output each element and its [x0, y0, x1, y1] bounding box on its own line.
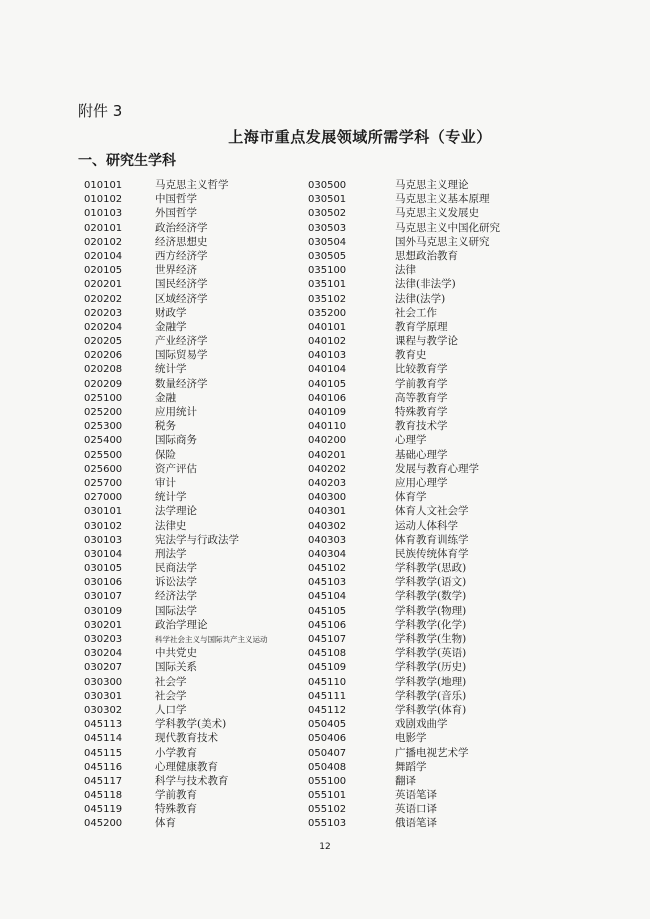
- subject-name: 民商法学: [155, 562, 197, 575]
- subject-row: [84, 306, 268, 320]
- subject-name: 科学与技术教育: [155, 774, 229, 787]
- subject-row: [84, 419, 268, 433]
- right-subject-column: [308, 178, 500, 831]
- subject-name: 数量经济学: [155, 377, 208, 390]
- subject-code: 045112: [308, 704, 347, 716]
- subject-row: [84, 689, 268, 703]
- subject-row: [308, 675, 500, 689]
- subject-name: 学前教育: [155, 789, 197, 802]
- subject-code: 045117: [84, 775, 123, 787]
- subject-row: [84, 561, 268, 575]
- subject-row: [84, 575, 268, 589]
- subject-code: 040302: [308, 520, 347, 532]
- subject-name: 马克思主义哲学: [155, 179, 229, 191]
- subject-row: [84, 221, 268, 235]
- subject-row: [84, 490, 268, 504]
- subject-code: 030204: [84, 648, 123, 660]
- subject-code: 040203: [308, 477, 347, 489]
- subject-row: [84, 292, 268, 306]
- subject-name: 西方经济学: [155, 249, 208, 262]
- subject-name: 中国哲学: [155, 193, 197, 206]
- subject-name: 财政学: [155, 306, 187, 319]
- subject-code: 045200: [84, 818, 123, 830]
- subject-code: 040110: [308, 421, 347, 433]
- subject-code: 040200: [308, 435, 347, 447]
- subject-row: [308, 533, 500, 547]
- subject-code: 045104: [308, 591, 347, 603]
- subject-row: [308, 731, 500, 745]
- subject-name: 社会学: [155, 675, 187, 688]
- subject-row: [84, 774, 268, 788]
- subject-name: 经济法学: [155, 590, 197, 603]
- subject-name: 中共党史: [155, 647, 197, 660]
- subject-row: [308, 462, 500, 476]
- subject-name: 法律: [395, 264, 416, 277]
- subject-row: [308, 448, 500, 462]
- subject-name: 特殊教育: [155, 803, 197, 816]
- subject-row: [308, 589, 500, 603]
- subject-code: 045111: [308, 690, 347, 702]
- subject-row: [84, 589, 268, 603]
- subject-code: 020204: [84, 321, 123, 333]
- subject-name: 体育: [155, 817, 176, 830]
- subject-name: 国民经济学: [155, 278, 208, 291]
- subject-row: [84, 504, 268, 518]
- subject-code: 020202: [84, 293, 123, 305]
- subject-row: [84, 533, 268, 547]
- subject-row: [84, 660, 268, 674]
- subject-name: 思想政治教育: [395, 249, 458, 262]
- subject-name: 舞蹈学: [395, 760, 427, 773]
- subject-code: 020208: [84, 364, 123, 376]
- subject-code: 045108: [308, 648, 347, 660]
- subject-row: [308, 377, 500, 391]
- subject-name: 政治学理论: [155, 618, 208, 631]
- subject-row: [308, 632, 500, 646]
- subject-code: 040304: [308, 548, 347, 560]
- subject-code: 040105: [308, 378, 347, 390]
- subject-code: 045107: [308, 634, 347, 645]
- subject-code: 045103: [308, 577, 347, 589]
- subject-code: 030300: [84, 676, 123, 688]
- subject-row: [308, 348, 500, 362]
- subject-code: 027000: [84, 492, 123, 504]
- subject-name: 学科教学(数学): [395, 590, 467, 603]
- subject-code: 020206: [84, 350, 123, 362]
- subject-row: [84, 405, 268, 419]
- subject-code: 040102: [308, 336, 347, 348]
- subject-code: 045109: [308, 662, 347, 674]
- subject-row: [308, 816, 500, 830]
- subject-name: 体育教育训练学: [395, 533, 469, 546]
- subject-code: 040109: [308, 407, 347, 418]
- subject-row: [84, 632, 268, 646]
- page-number: 12: [319, 842, 331, 852]
- subject-code: 030207: [84, 662, 123, 674]
- subject-row: [84, 703, 268, 717]
- subject-row: [84, 802, 268, 816]
- subject-name: 英语笔译: [395, 789, 437, 802]
- subject-name: 学前教育学: [395, 377, 448, 390]
- subject-name: 心理健康教育: [155, 760, 218, 773]
- subject-row: [308, 306, 500, 320]
- subject-name: 法律(非法学): [395, 278, 456, 291]
- subject-code: 045115: [84, 747, 123, 759]
- subject-row: [84, 320, 268, 334]
- subject-name: 马克思主义中国化研究: [395, 221, 500, 234]
- subject-code: 055102: [308, 804, 347, 816]
- subject-name: 电影学: [395, 732, 427, 745]
- subject-row: [308, 334, 500, 348]
- subject-code: 030109: [84, 605, 123, 617]
- subject-name: 特殊教育学: [395, 406, 448, 418]
- subject-code: 020104: [84, 250, 123, 262]
- subject-code: 040301: [308, 506, 347, 518]
- subject-name: 应用心理学: [395, 476, 448, 489]
- subject-code: 025700: [84, 477, 123, 489]
- subject-row: [84, 731, 268, 745]
- subject-code: 055101: [308, 790, 347, 802]
- subject-code: 040201: [308, 449, 347, 461]
- subject-name: 学科教学(语文): [395, 576, 467, 589]
- subject-row: [308, 689, 500, 703]
- subject-row: [84, 604, 268, 618]
- subject-row: [308, 206, 500, 220]
- subject-name: 教育学原理: [395, 320, 448, 333]
- subject-code: 045102: [308, 563, 347, 575]
- subject-row: [308, 660, 500, 674]
- subject-row: [84, 391, 268, 405]
- subject-code: 030503: [308, 222, 347, 234]
- subject-row: [84, 618, 268, 632]
- subject-code: 020201: [84, 279, 123, 291]
- subject-row: [84, 206, 268, 220]
- subject-row: [84, 348, 268, 362]
- subject-row: [308, 575, 500, 589]
- subject-name: 体育人文社会学: [395, 505, 469, 518]
- subject-name: 社会学: [155, 689, 187, 702]
- subject-code: 020105: [84, 265, 123, 277]
- subject-row: [84, 717, 268, 731]
- subject-name: 统计学: [155, 363, 187, 376]
- subject-row: [308, 476, 500, 490]
- subject-row: [308, 433, 500, 447]
- subject-code: 020209: [84, 378, 123, 390]
- subject-code: 030203: [84, 634, 123, 645]
- subject-name: 高等教育学: [395, 391, 448, 404]
- subject-name: 政治经济学: [155, 221, 208, 234]
- subject-code: 030101: [84, 506, 123, 518]
- subject-code: 030504: [308, 236, 347, 248]
- subject-code: 030500: [308, 180, 347, 191]
- subject-code: 030105: [84, 563, 123, 575]
- subject-row: [308, 760, 500, 774]
- subject-code: 040303: [308, 534, 347, 546]
- subject-name: 学科教学(化学): [395, 618, 467, 631]
- subject-row: [84, 235, 268, 249]
- subject-name: 翻译: [395, 774, 416, 787]
- subject-name: 刑法学: [155, 547, 187, 560]
- subject-row: [84, 788, 268, 802]
- subject-name: 体育学: [395, 491, 427, 504]
- attachment-label: 附件 3: [78, 102, 123, 120]
- subject-row: [308, 362, 500, 376]
- subject-name: 戏剧戏曲学: [395, 718, 448, 731]
- subject-row: [308, 802, 500, 816]
- subject-name: 区域经济学: [155, 292, 208, 305]
- subject-code: 030106: [84, 577, 123, 589]
- subject-name: 学科教学(历史): [395, 661, 467, 674]
- subject-name: 诉讼法学: [155, 576, 197, 589]
- subject-row: [84, 746, 268, 760]
- subject-name: 学科教学(英语): [395, 647, 467, 660]
- subject-code: 030107: [84, 591, 123, 603]
- subject-row: [84, 178, 268, 192]
- subject-code: 045106: [308, 619, 347, 631]
- subject-name: 国际贸易学: [155, 349, 208, 362]
- subject-row: [308, 547, 500, 561]
- subject-name: 学科教学(地理): [395, 675, 467, 688]
- subject-code: 010101: [84, 180, 123, 191]
- subject-name: 马克思主义理论: [395, 179, 469, 191]
- subject-code: 050407: [308, 747, 347, 759]
- subject-row: [308, 561, 500, 575]
- subject-row: [308, 178, 500, 192]
- subject-row: [308, 490, 500, 504]
- subject-row: [84, 519, 268, 533]
- subject-name: 心理学: [395, 434, 427, 447]
- subject-row: [308, 292, 500, 306]
- subject-row: [84, 547, 268, 561]
- subject-code: 040202: [308, 463, 347, 475]
- subject-name: 国际商务: [155, 434, 197, 447]
- subject-code: 030103: [84, 534, 123, 546]
- subject-name: 英语口译: [395, 803, 437, 816]
- page-title: 上海市重点发展领域所需学科（专业）: [228, 128, 492, 146]
- subject-row: [84, 249, 268, 263]
- subject-code: 025500: [84, 449, 123, 461]
- subject-row: [308, 504, 500, 518]
- subject-code: 055100: [308, 775, 347, 787]
- subject-name: 基础心理学: [395, 448, 448, 461]
- subject-code: 030102: [84, 520, 123, 532]
- subject-row: [308, 774, 500, 788]
- subject-row: [308, 519, 500, 533]
- subject-row: [84, 263, 268, 277]
- subject-name: 教育史: [395, 349, 427, 362]
- subject-name: 学科教学(思政): [395, 562, 467, 575]
- subject-row: [84, 192, 268, 206]
- subject-code: 045105: [308, 605, 347, 617]
- subject-row: [308, 703, 500, 717]
- subject-row: [308, 788, 500, 802]
- subject-code: 030302: [84, 704, 123, 716]
- subject-name: 学科教学(体育): [395, 703, 467, 716]
- subject-code: 050405: [308, 719, 347, 731]
- subject-row: [308, 249, 500, 263]
- subject-name: 科学社会主义与国际共产主义运动: [155, 635, 268, 644]
- subject-name: 比较教育学: [395, 363, 448, 376]
- subject-name: 课程与教学论: [395, 335, 458, 348]
- subject-code: 045116: [84, 761, 123, 773]
- subject-code: 045114: [84, 733, 123, 745]
- subject-code: 050408: [308, 761, 347, 773]
- subject-code: 040101: [308, 321, 347, 333]
- subject-code: 045113: [84, 719, 123, 731]
- subject-code: 030501: [308, 194, 347, 206]
- subject-row: [308, 192, 500, 206]
- subject-row: [84, 816, 268, 830]
- subject-name: 国际法学: [155, 604, 197, 617]
- subject-name: 金融学: [155, 320, 187, 333]
- subject-code: 020205: [84, 336, 123, 348]
- subject-name: 小学教育: [155, 746, 197, 759]
- subject-code: 020102: [84, 236, 123, 248]
- subject-code: 035101: [308, 279, 347, 291]
- subject-name: 俄语笔译: [395, 817, 437, 830]
- subject-name: 保险: [155, 448, 176, 461]
- left-subject-column: [84, 178, 268, 831]
- subject-row: [84, 448, 268, 462]
- subject-name: 应用统计: [155, 406, 197, 418]
- subject-code: 030505: [308, 250, 347, 262]
- subject-name: 经济思想史: [155, 235, 208, 248]
- subject-row: [84, 675, 268, 689]
- subject-row: [308, 320, 500, 334]
- subject-name: 国际关系: [155, 661, 197, 674]
- subject-code: 025300: [84, 421, 123, 433]
- subject-row: [308, 235, 500, 249]
- subject-row: [84, 362, 268, 376]
- subject-name: 法律(法学): [395, 292, 446, 305]
- subject-name: 外国哲学: [155, 207, 197, 220]
- subject-code: 020203: [84, 307, 123, 319]
- subject-name: 学科教学(美术): [155, 718, 227, 731]
- subject-row: [308, 646, 500, 660]
- subject-code: 050406: [308, 733, 347, 745]
- subject-row: [308, 405, 500, 419]
- subject-code: 040106: [308, 392, 347, 404]
- subject-row: [308, 277, 500, 291]
- subject-code: 030301: [84, 690, 123, 702]
- subject-name: 运动人体科学: [395, 519, 458, 532]
- subject-row: [308, 221, 500, 235]
- subject-code: 040104: [308, 364, 347, 376]
- subject-row: [84, 760, 268, 774]
- subject-name: 人口学: [155, 703, 187, 716]
- subject-code: 045118: [84, 790, 123, 802]
- subject-code: 035200: [308, 307, 347, 319]
- subject-row: [84, 476, 268, 490]
- subject-code: 040103: [308, 350, 347, 362]
- subject-name: 世界经济: [155, 264, 197, 277]
- subject-name: 资产评估: [155, 462, 197, 475]
- subject-row: [308, 746, 500, 760]
- subject-code: 055103: [308, 818, 347, 830]
- subject-name: 教育技术学: [395, 420, 448, 433]
- subject-code: 035102: [308, 293, 347, 305]
- subject-row: [308, 604, 500, 618]
- subject-code: 040300: [308, 492, 347, 504]
- subject-name: 学科教学(生物): [395, 633, 467, 645]
- subject-row: [84, 646, 268, 660]
- subject-code: 010103: [84, 208, 123, 220]
- subject-name: 法律史: [155, 519, 187, 532]
- subject-name: 宪法学与行政法学: [155, 533, 239, 546]
- subject-name: 法学理论: [155, 505, 197, 518]
- subject-code: 045110: [308, 676, 347, 688]
- section-heading: 一、研究生学科: [78, 153, 176, 169]
- subject-code: 010102: [84, 194, 123, 206]
- subject-name: 马克思主义发展史: [395, 207, 479, 220]
- subject-name: 产业经济学: [155, 335, 208, 348]
- subject-name: 国外马克思主义研究: [395, 235, 490, 248]
- subject-row: [308, 419, 500, 433]
- subject-name: 民族传统体育学: [395, 547, 469, 560]
- subject-name: 税务: [155, 420, 176, 433]
- subject-row: [308, 618, 500, 632]
- subject-code: 030104: [84, 548, 123, 560]
- subject-code: 025400: [84, 435, 123, 447]
- subject-row: [308, 717, 500, 731]
- subject-name: 审计: [155, 476, 176, 489]
- subject-code: 025200: [84, 407, 123, 418]
- subject-name: 社会工作: [395, 306, 437, 319]
- subject-code: 035100: [308, 265, 347, 277]
- subject-name: 学科教学(音乐): [395, 689, 467, 702]
- subject-row: [308, 391, 500, 405]
- subject-name: 学科教学(物理): [395, 604, 467, 617]
- subject-code: 030201: [84, 619, 123, 631]
- subject-code: 025100: [84, 392, 123, 404]
- subject-row: [84, 277, 268, 291]
- subject-code: 025600: [84, 463, 123, 475]
- subject-name: 马克思主义基本原理: [395, 193, 490, 206]
- subject-row: [84, 462, 268, 476]
- subject-name: 广播电视艺术学: [395, 746, 469, 759]
- subject-code: 045119: [84, 804, 123, 816]
- subject-code: 020101: [84, 222, 123, 234]
- subject-name: 统计学: [155, 491, 187, 504]
- subject-name: 发展与教育心理学: [395, 462, 479, 475]
- subject-row: [84, 334, 268, 348]
- subject-row: [84, 377, 268, 391]
- subject-name: 金融: [155, 391, 176, 404]
- subject-row: [308, 263, 500, 277]
- subject-code: 030502: [308, 208, 347, 220]
- subject-name: 现代教育技术: [155, 732, 218, 745]
- subject-row: [84, 433, 268, 447]
